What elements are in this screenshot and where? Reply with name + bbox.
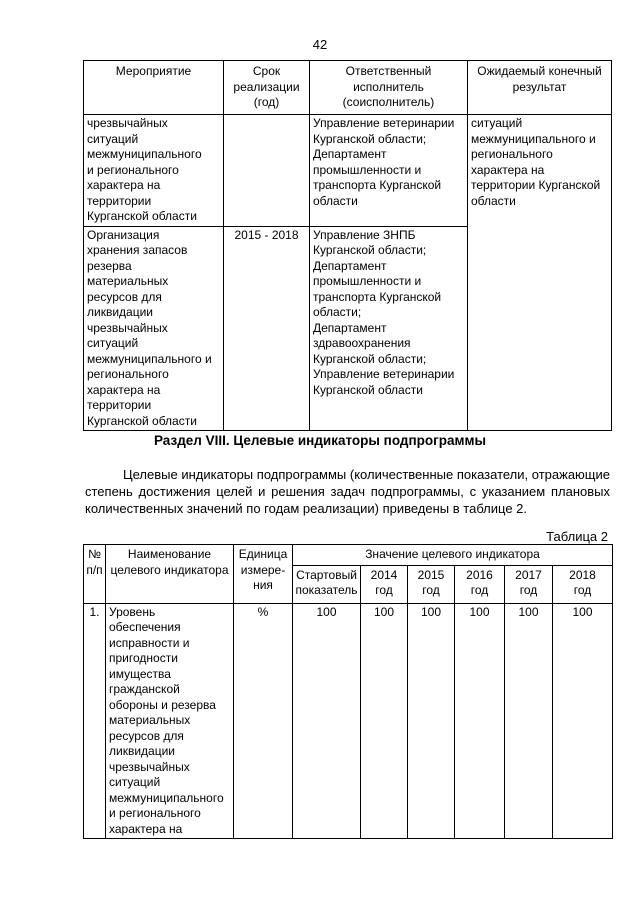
- result-cell: ситуаций межмуниципального и регионального характера на территории Курганской области: [468, 115, 612, 431]
- value-2015: 100: [408, 603, 455, 839]
- table-row: [84, 603, 613, 839]
- table2-caption: Таблица 2: [546, 529, 608, 544]
- executor-cell: Управление ветеринарии Курганской области; Департамент промышленности и транспорта Курганской области: [310, 115, 468, 227]
- subheader-2017: 2017 год: [505, 565, 553, 603]
- indicators-table: [83, 544, 613, 839]
- header-term: Срок реализации (год): [224, 61, 310, 115]
- subheader-2016: 2016 год: [455, 565, 505, 603]
- indicator-name: Уровень обеспечения исправности и пригодности имущества гражданской обороны и резерва материальных ресурсов для ликвидации чрезвычайных ситуаций межмуниципального и регионального характера на: [106, 603, 234, 839]
- subheader-2014: 2014 год: [361, 565, 408, 603]
- header-event: Мероприятие: [84, 61, 224, 115]
- indicators-header-row: [84, 545, 613, 566]
- table-row: [84, 115, 612, 227]
- term-cell: [224, 115, 310, 227]
- value-2014: 100: [361, 603, 408, 839]
- header-unit: Единица измере- ния: [234, 545, 293, 604]
- measures-table: [83, 60, 612, 431]
- header-value: Значение целевого индикатора: [293, 545, 613, 566]
- section-heading: Раздел VIII. Целевые индикаторы подпрограммы: [153, 433, 486, 448]
- intro-paragraph: Целевые индикаторы подпрограммы (количественные показатели, отражающие степень достижения целей и решения задач подпрограммы, с указанием плановых количественных значений по годам реализации) приведены в таблице 2.: [85, 467, 610, 516]
- header-num: № п/п: [84, 545, 106, 604]
- value-2016: 100: [455, 603, 505, 839]
- term-cell: 2015 - 2018: [224, 226, 310, 431]
- subheader-2015: 2015 год: [408, 565, 455, 603]
- event-cell: чрезвычайных ситуаций межмуниципального и регионального характера на территории Курганской области: [84, 115, 224, 227]
- value-start: 100: [293, 603, 361, 839]
- subheader-start: Стартовый показатель: [293, 565, 361, 603]
- unit-cell: %: [234, 603, 293, 839]
- header-executor: Ответственный исполнитель (соисполнитель): [310, 61, 468, 115]
- event-cell: Организация хранения запасов резерва материальных ресурсов для ликвидации чрезвычайных ситуаций межмуниципального и регионального характера на территории Курганской области: [84, 226, 224, 431]
- measures-header-row: [84, 61, 612, 115]
- page-number: 42: [312, 37, 328, 52]
- header-result: Ожидаемый конечный результат: [468, 61, 612, 115]
- executor-cell: Управление ЗНПБ Курганской области; Департамент промышленности и транспорта Курганской области; Департамент здравоохранения Курганской области; Управление ветеринарии Курганской области: [310, 226, 468, 431]
- value-2017: 100: [505, 603, 553, 839]
- header-name: Наименование целевого индикатора: [106, 545, 234, 604]
- subheader-2018: 2018 год: [553, 565, 613, 603]
- value-2018: 100: [553, 603, 613, 839]
- row-num: 1.: [84, 603, 106, 839]
